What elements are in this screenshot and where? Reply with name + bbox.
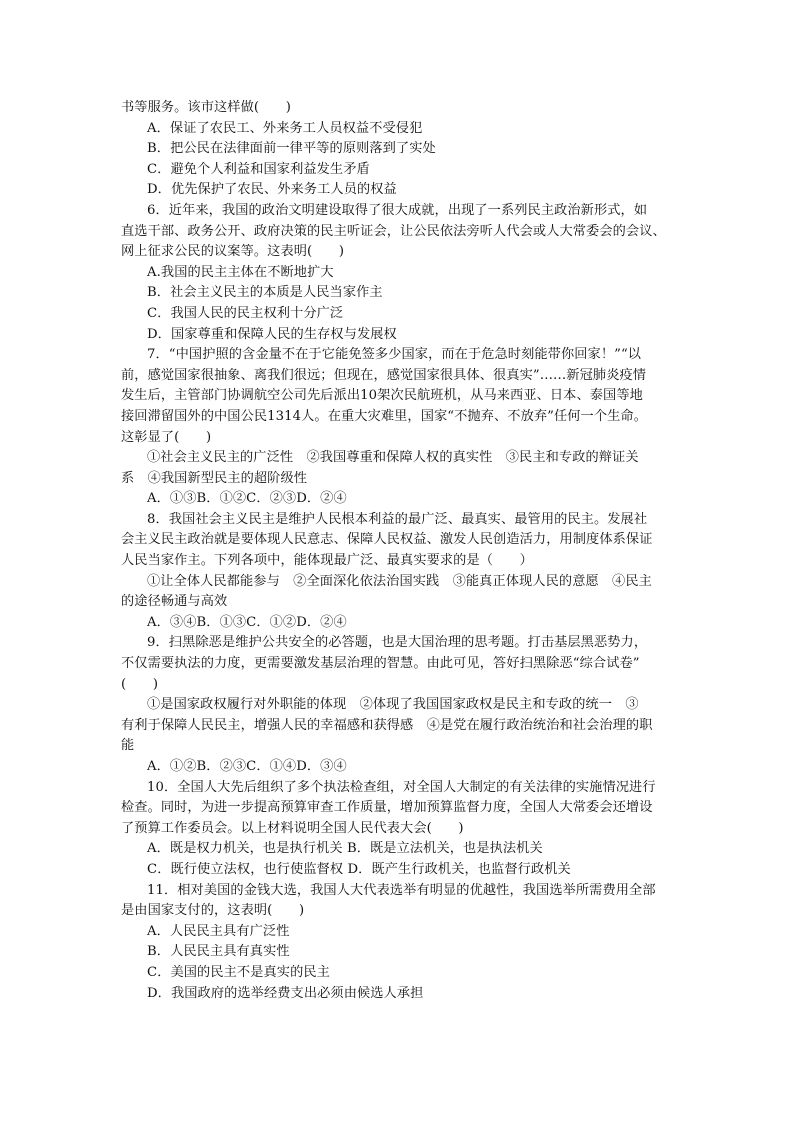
question-5 xyxy=(121,98,683,201)
option-d: D．国家尊重和保障人民的生存权与发展权 xyxy=(147,326,397,342)
question-7 xyxy=(121,345,683,510)
question-stem-line: 前，感觉国家很抽象、离我们很远；但现在，感觉国家很具体、很真实”……新冠肺炎疫情 xyxy=(121,367,647,383)
choice-line: ①让全体人民都能参与 ②全面深化依法治国实践 ③能真正体现人民的意愿 ④民主 xyxy=(147,573,652,589)
option-line: C．既行使立法权，也行使监督权 D．既产生行政机关，也监督行政机关 xyxy=(147,861,571,877)
question-stem-line: 接回滞留国外的中国公民1314人。在重大灾难里，国家“不抛弃、不放弃”任何一个生命。 xyxy=(121,408,647,424)
option-b: B．人民民主具有真实性 xyxy=(147,944,290,960)
question-stem-line: 这彰显了( ) xyxy=(121,429,212,445)
question-stem-line: 10．全国人大先后组织了多个执法检查组，对全国人大制定的有关法律的实施情况进行 xyxy=(147,779,656,795)
question-stem-line: 7．“中国护照的含金量不在于它能免签多少国家，而在于危急时刻能带你回家！”“以 xyxy=(147,347,642,363)
question-stem-line: 不仅需要执法的力度，更需要激发基层治理的智慧。由此可见，答好扫黑除恶“综合试卷” xyxy=(121,656,640,672)
question-stem-line: 11．相对美国的金钱大选，我国人大代表选举有明显的优越性，我国选举所需费用全部 xyxy=(147,882,656,898)
question-stem-line: 检查。同时，为进一步提高预算审查工作质量，增加预算监督力度，全国人大常委会还增设 xyxy=(121,800,653,816)
option-line: A．①③B．①②C．②③D．②④ xyxy=(147,491,347,507)
option-c: C．美国的民主不是真实的民主 xyxy=(147,964,330,980)
question-stem-line: 网上征求公民的议案等。这表明( ) xyxy=(121,244,345,260)
option-line: A．①②B．②③C．①④D．③④ xyxy=(147,759,347,774)
choice-line: 能 xyxy=(121,738,135,754)
question-stem-line: 人民当家作主。下列各项中，能体现最广泛、最真实要求的是（ ） xyxy=(121,553,533,569)
question-9 xyxy=(121,633,683,777)
option-d: D．优先保护了农民、外来务工人员的权益 xyxy=(147,182,397,198)
option-c: C．我国人民的民主权利十分广泛 xyxy=(147,305,344,321)
question-8 xyxy=(121,510,683,634)
question-11 xyxy=(121,881,683,1005)
question-stem-line: 会主义民主政治就是要体现人民意志、保障人民权益、激发人民创造活力，用制度体系保证 xyxy=(121,532,653,548)
choice-line: ①社会主义民主的广泛性 ②我国尊重和保障人权的真实性 ③民主和专政的辩证关 xyxy=(147,450,639,466)
option-d: D．我国政府的选举经费支出必须由候选人承担 xyxy=(147,985,424,1001)
option-line: A．既是权力机关，也是执行机关 B．既是立法机关，也是执法机关 xyxy=(147,841,543,857)
option-b: B．把公民在法律面前一律平等的原则落到了实处 xyxy=(147,141,436,157)
option-a: A．保证了农民工、外来务工人员权益不受侵犯 xyxy=(147,120,423,136)
question-stem-line: 了预算工作委员会。以上材料说明全国人民代表大会( ) xyxy=(121,820,464,836)
choice-line: ①是国家政权履行对外职能的体现 ②体现了我国国家政权是民主和专政的统一 ③ xyxy=(147,697,639,713)
question-stem-line: ( ) xyxy=(121,676,159,692)
question-6 xyxy=(121,201,683,345)
question-stem-line: 发生后，主管部门协调航空公司先后派出10架次民航班机，从马来西亚、日本、泰国等地 xyxy=(121,388,643,404)
question-stem-line: 书等服务。该市这样做( ) xyxy=(121,100,291,115)
option-a: A．人民民主具有广泛性 xyxy=(147,923,290,939)
question-10 xyxy=(121,778,683,881)
question-stem-line: 是由国家支付的，这表明( ) xyxy=(121,903,305,919)
option-a: A.我国的民主主体在不断地扩大 xyxy=(147,264,334,280)
option-b: B．社会主义民主的本质是人民当家作主 xyxy=(147,285,383,301)
option-line: A．③④B．①③C．①②D．②④ xyxy=(147,614,347,630)
question-stem-line: 直选干部、政务公开、政府决策的民主听证会，让公民依法旁听人代会或人大常委会的会议、 xyxy=(121,223,666,239)
option-c: C．避免个人利益和国家利益发生矛盾 xyxy=(147,161,370,177)
choice-line: 有利于保障人民民主，增强人民的幸福感和获得感 ④是党在履行政治统治和社会治理的职 xyxy=(121,717,653,733)
choice-line: 系 ④我国新型民主的超阶级性 xyxy=(121,470,308,486)
question-stem-line: 9．扫黑除恶是维护公共安全的必答题，也是大国治理的思考题。打击基层黑恶势力， xyxy=(147,635,648,651)
choice-line: 的途径畅通与高效 xyxy=(121,594,228,610)
question-stem-line: 8．我国社会主义民主是维护人民根本利益的最广泛、最真实、最管用的民主。发展社 xyxy=(147,511,648,527)
question-list xyxy=(121,98,683,1004)
question-stem-line: 6．近年来，我国的政治文明建设取得了很大成就，出现了一系列民主政治新形式，如 xyxy=(147,202,648,218)
